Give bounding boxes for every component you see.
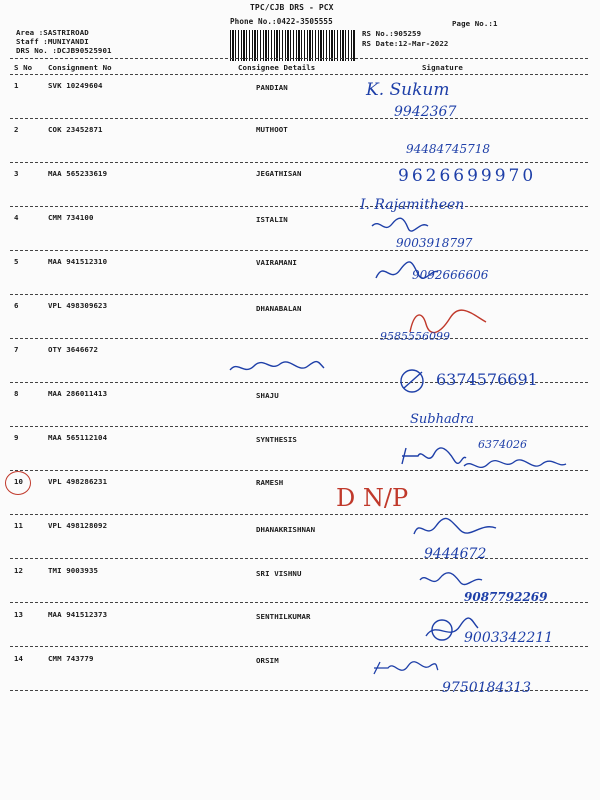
row-consignment: SVK 10249604: [48, 81, 103, 90]
signature-1: K. Sukum: [366, 80, 450, 100]
row-consignee: JEGATHISAN: [256, 169, 302, 178]
phone-handwritten-3: 9626699970: [398, 166, 537, 186]
phone-number: Phone No.:0422-3505555: [230, 17, 333, 26]
row-divider: [10, 646, 588, 647]
row-sno: 1: [14, 81, 19, 90]
row-consignment: VPL 498128092: [48, 521, 108, 530]
phone-handwritten-13a: 9087792269: [464, 590, 548, 604]
signature-scribble-7: [226, 356, 326, 378]
row-divider: [10, 206, 588, 207]
staff-label: Staff :MUNIYANDI: [16, 37, 89, 46]
row-sno: 3: [14, 169, 19, 178]
phone-handwritten-5: 9092666606: [412, 268, 489, 282]
row-divider: [10, 118, 588, 119]
phone-handwritten-4: 9003918797: [396, 236, 473, 250]
column-header-signature: Signature: [422, 63, 463, 72]
signature-scribble-4: [370, 214, 430, 238]
area-label: Area :SASTRIROAD: [16, 28, 89, 37]
table-row: [0, 518, 600, 562]
row-divider: [10, 426, 588, 427]
header-divider-top: [10, 58, 588, 59]
phone-handwritten-14: 9750184313: [442, 680, 532, 696]
signature-4: I. Rajamitheen: [360, 197, 465, 213]
phone-handwritten-7: 6374576691: [436, 370, 538, 389]
row-consignment: CMM 734100: [48, 213, 94, 222]
row-sno: 10: [14, 477, 24, 486]
row-sno: 8: [14, 389, 19, 398]
phone-handwritten-13b: 9003342211: [464, 630, 554, 646]
row-consignee: RAMESH: [256, 478, 284, 487]
table-row: [0, 386, 600, 430]
row-consignment: MAA 941512310: [48, 257, 108, 266]
row-divider: [10, 162, 588, 163]
row-sno: 6: [14, 301, 19, 310]
row-consignment: MAA 565112104: [48, 433, 108, 442]
phone-handwritten-6: 9585556099: [380, 330, 450, 343]
row-sno: 7: [14, 345, 19, 354]
phone-handwritten-2: 94484745718: [406, 142, 490, 156]
page-number: Page No.:1: [452, 19, 498, 28]
red-circle-mark: [5, 471, 31, 495]
row-consignee: SHAJU: [256, 391, 279, 400]
row-sno: 5: [14, 257, 19, 266]
table-row: [0, 122, 600, 166]
row-consignee: MUTHOOT: [256, 125, 288, 134]
row-sno: 12: [14, 566, 24, 575]
header-divider-bottom: [10, 74, 588, 75]
signature-scribble-9: [398, 444, 468, 470]
signature-scribble-9b: [460, 456, 570, 476]
row-consignee: VAIRAMANI: [256, 258, 297, 267]
signature-8: Subhadra: [410, 412, 475, 427]
signature-scribble-11: [410, 516, 500, 542]
row-consignment: MAA 565233619: [48, 169, 108, 178]
row-sno: 11: [14, 521, 24, 530]
table-row: [0, 78, 600, 122]
row-divider: [10, 558, 588, 559]
row-consignee: SYNTHESIS: [256, 435, 297, 444]
phone-handwritten-9: 6374026: [478, 438, 527, 451]
row-consignment: VPL 498286231: [48, 477, 108, 486]
row-consignee: SENTHILKUMAR: [256, 612, 311, 621]
table-row: [0, 254, 600, 298]
drs-number: DRS No. :DCJB90525901: [16, 46, 112, 55]
row-consignment: OTY 3646672: [48, 345, 99, 354]
column-header-consignment: Consignment No: [48, 63, 112, 72]
signature-scribble-12: [416, 568, 486, 590]
row-consignee: DHANABALAN: [256, 304, 302, 313]
column-header-sno: S No: [14, 63, 33, 72]
rs-number: RS No.:905259: [362, 29, 422, 38]
signature-scribble-7b: [396, 366, 430, 396]
row-sno: 9: [14, 433, 19, 442]
row-consignment: VPL 498309623: [48, 301, 108, 310]
document-title: TPC/CJB DRS - PCX: [250, 3, 334, 12]
row-consignment: MAA 941512373: [48, 610, 108, 619]
row-divider: [10, 338, 588, 339]
row-sno: 14: [14, 654, 24, 663]
table-row: [0, 298, 600, 342]
signature-scribble-14: [370, 658, 440, 682]
row-consignment: MAA 286011413: [48, 389, 108, 398]
column-header-consignee: Consignee Details: [238, 63, 316, 72]
row-consignee: SRI VISHNU: [256, 569, 302, 578]
row-consignee: ORSIM: [256, 656, 279, 665]
row-divider: [10, 294, 588, 295]
row-sno: 2: [14, 125, 19, 134]
row-sno: 13: [14, 610, 24, 619]
row-sno: 4: [14, 213, 19, 222]
table-row: [0, 474, 600, 518]
barcode: [230, 30, 355, 61]
row-consignee: ISTALIN: [256, 215, 288, 224]
phone-handwritten-1: 9942367: [394, 104, 457, 120]
row-consignment: TMI 9003935: [48, 566, 99, 575]
phone-handwritten-11: 9444672: [424, 546, 487, 562]
table-row: [0, 210, 600, 254]
row-consignee: DHANAKRISHNAN: [256, 525, 316, 534]
row-divider: [10, 514, 588, 515]
row-consignment: CMM 743779: [48, 654, 94, 663]
row-divider: [10, 250, 588, 251]
not-present-mark: D N/P: [336, 484, 409, 512]
row-consignee: PANDIAN: [256, 83, 288, 92]
row-consignment: COK 23452871: [48, 125, 103, 134]
rs-date: RS Date:12-Mar-2022: [362, 39, 449, 48]
